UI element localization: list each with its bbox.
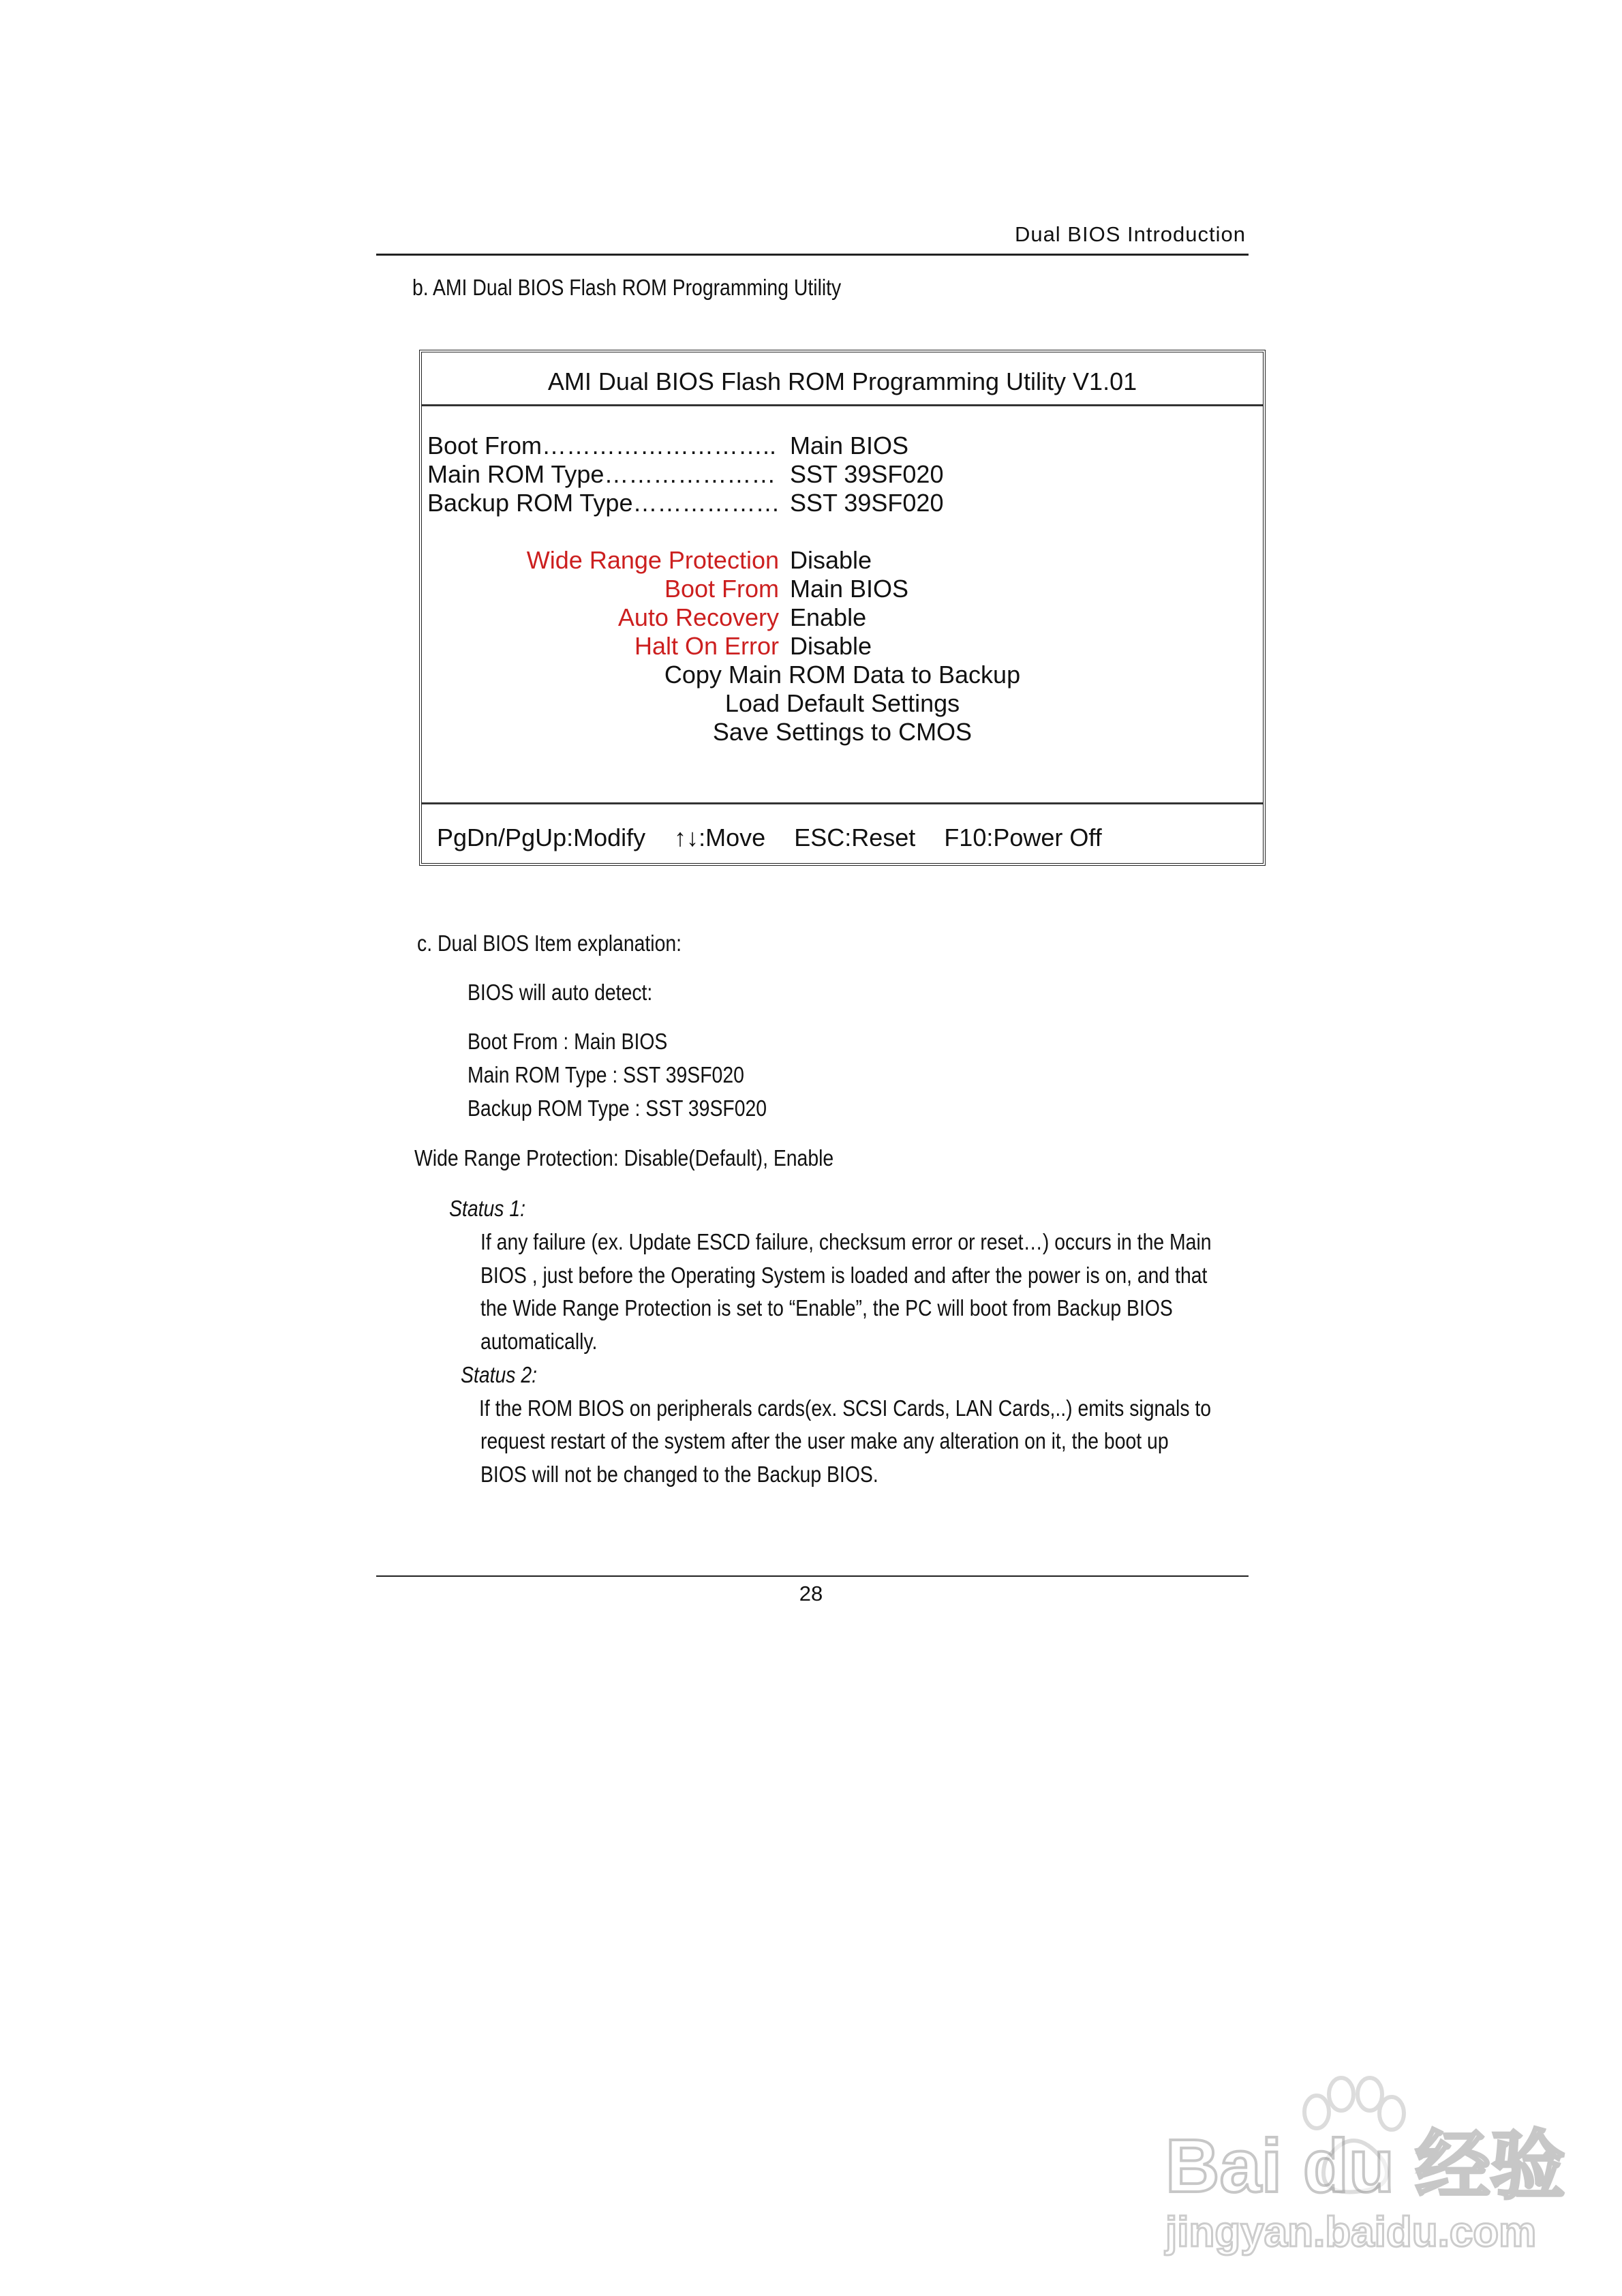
baidu-jingyan-watermark [1159,2052,1567,2256]
status-2-line: If the ROM BIOS on peripherals cards(ex. SCSI Cards, LAN Cards,..) emits signals to [479,1395,1212,1421]
section-b-heading: b. AMI Dual BIOS Flash ROM Programming Utility [412,275,842,300]
info-label: Backup ROM Type……………… [427,489,780,517]
info-label: Main ROM Type………………… [427,460,776,488]
section-c-heading: c. Dual BIOS Item explanation: [417,931,682,956]
detect-item: Main ROM Type : SST 39SF020 [468,1062,744,1087]
footer-rule [376,1575,1249,1577]
info-label: Boot From……………………….. [427,432,777,459]
status-2-line: BIOS will not be changed to the Backup BIOS. [480,1462,878,1487]
bios-key-legend [437,824,1124,852]
option-label: Halt On Error [634,632,779,660]
header-rule [376,254,1249,256]
key-power-off-hint: F10:Power Off [944,824,1102,851]
bios-footer-divider [422,802,1263,804]
action-save-cmos[interactable]: Save Settings to CMOS [712,718,973,746]
watermark-url-text: jingyan.baidu.com [1165,2209,1537,2256]
option-value[interactable]: Main BIOS [790,575,909,603]
auto-detect-text: BIOS will auto detect: [468,980,653,1005]
status-2-title: Status 2: [461,1362,538,1387]
page-number: 28 [799,1582,823,1605]
bios-utility-title: AMI Dual BIOS Flash ROM Programming Utility V1.01 [547,367,1137,395]
status-1-line: the Wide Range Protection is set to “Enable”, the PC will boot from Backup BIOS [480,1295,1173,1320]
info-value: SST 39SF020 [790,489,944,517]
info-value: Main BIOS [790,432,909,459]
key-modify-hint: PgDn/PgUp:Modify [437,824,646,851]
option-label: Wide Range Protection [526,546,779,574]
wide-range-protection-line: Wide Range Protection: Disable(Default), Enable [414,1145,834,1170]
option-value[interactable]: Disable [790,632,872,660]
option-label: Boot From [664,575,779,603]
option-label: Auto Recovery [617,603,779,631]
running-header: Dual BIOS Introduction [1014,222,1246,246]
status-1-line: BIOS , just before the Operating System is loaded and after the power is on, and that [480,1263,1208,1288]
watermark-logo-text: Bai du 经验 [1165,2124,1565,2208]
option-value[interactable]: Disable [790,546,872,574]
bios-utility-screen [419,350,1266,866]
detect-item: Backup ROM Type : SST 39SF020 [468,1096,767,1121]
status-2-line: request restart of the system after the user make any alteration on it, the boot up [480,1428,1169,1453]
key-reset-hint: ESC:Reset [794,824,916,851]
detect-item: Boot From : Main BIOS [468,1029,668,1054]
status-1-line: automatically. [480,1329,598,1354]
action-load-defaults[interactable]: Load Default Settings [724,689,960,717]
status-1-title: Status 1: [449,1196,526,1221]
info-value: SST 39SF020 [790,460,944,488]
action-copy-main-rom[interactable]: Copy Main ROM Data to Backup [664,661,1021,689]
option-value[interactable]: Enable [790,603,867,631]
status-1-line: If any failure (ex. Update ESCD failure, checksum error or reset…) occurs in the Main [480,1229,1212,1254]
key-move-hint: ↑↓:Move [674,824,766,851]
bios-title-divider [422,404,1263,406]
